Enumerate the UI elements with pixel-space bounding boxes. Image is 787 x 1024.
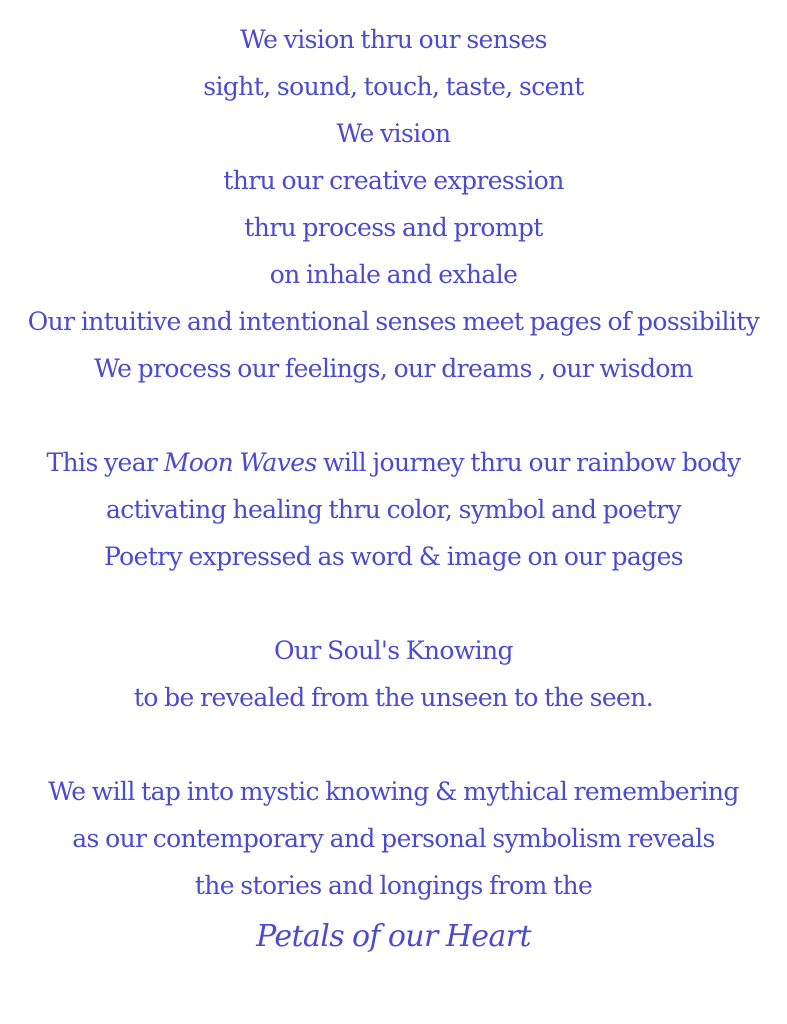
poem-line: We vision thru our senses <box>240 25 547 54</box>
poem-text: will journey thru our rainbow body <box>316 448 741 477</box>
poem-line: We will tap into mystic knowing & mythical remembering <box>48 777 739 806</box>
closing-title: Petals of our Heart <box>256 919 531 954</box>
stanza-break <box>0 580 787 627</box>
poem-line: on inhale and exhale <box>269 260 518 289</box>
poem <box>0 16 787 963</box>
poem-line: We vision <box>336 119 451 148</box>
poem-line: thru our creative expression <box>223 166 564 195</box>
moon-waves-title: Moon Waves <box>163 448 317 477</box>
poem-line-moon-waves <box>0 439 787 486</box>
poem-line: to be revealed from the unseen to the seen. <box>133 683 654 712</box>
poem-line: sight, sound, touch, taste, scent <box>203 72 584 101</box>
poem-line: We process our feelings, our dreams , our wisdom <box>94 354 693 383</box>
stanza-break <box>0 721 787 768</box>
poem-line: as our contemporary and personal symbolism reveals <box>72 824 715 853</box>
poem-line: Poetry expressed as word & image on our pages <box>103 542 684 571</box>
poem-line: activating healing thru color, symbol and poetry <box>105 495 682 524</box>
poem-line: thru process and prompt <box>244 213 543 242</box>
poem-line: Our intuitive and intentional senses meet pages of possibility <box>27 307 760 336</box>
poem-line: the stories and longings from the <box>194 871 593 900</box>
poem-text: This year <box>46 448 164 477</box>
poem-line: Our Soul's Knowing <box>274 636 513 665</box>
stanza-break <box>0 392 787 439</box>
